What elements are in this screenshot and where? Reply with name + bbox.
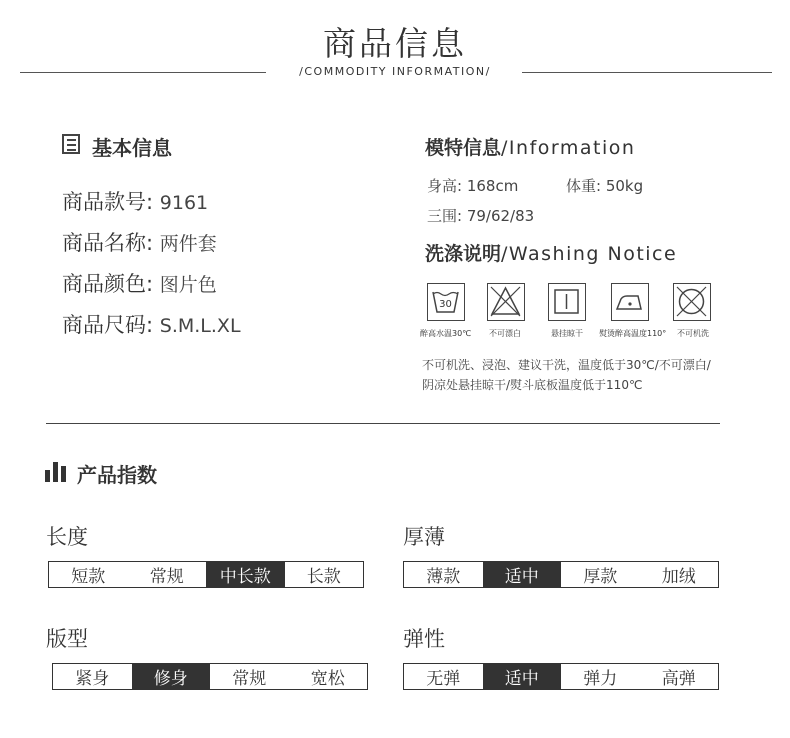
basic-info-heading: 基本信息 [92, 136, 172, 160]
product-index-heading: 产品指数 [77, 463, 157, 487]
attr-label-elasticity: 弹性 [403, 627, 445, 651]
no-machine-wash-icon [673, 283, 711, 321]
hang-dry-icon [548, 283, 586, 321]
info-row-size: 商品尺码: S.M.L.XL [62, 313, 241, 337]
scale-option-selected: 中长款 [206, 562, 285, 587]
scale-option-selected: 适中 [483, 562, 562, 587]
scale-option: 厚款 [583, 567, 618, 587]
scale-option: 短款 [71, 567, 106, 587]
scale-option: 薄款 [426, 567, 461, 587]
fit-scale [52, 663, 368, 690]
scale-option: 常规 [149, 567, 184, 587]
wash-label-hang-dry: 悬挂晾干 [551, 329, 583, 338]
divider-right [522, 72, 772, 73]
scale-option-selected: 适中 [483, 664, 562, 689]
wash-30-icon [427, 283, 465, 321]
model-weight: 体重: 50kg [566, 177, 644, 195]
info-row-color: 商品颜色: 图片色 [62, 272, 217, 296]
model-height: 身高: 168cm [427, 177, 519, 195]
length-scale [48, 561, 364, 588]
thickness-scale [403, 561, 719, 588]
info-label: 商品颜色 [62, 272, 146, 296]
elasticity-scale [403, 663, 719, 690]
wash-temp-number: 30 [439, 299, 452, 310]
attr-label-fit: 版型 [46, 627, 88, 651]
info-row-name: 商品名称: 两件套 [62, 231, 217, 255]
page-title: 商品信息 [323, 24, 467, 63]
scale-option: 高弹 [661, 669, 696, 689]
scale-option: 长款 [306, 567, 341, 587]
wash-label-30: 醉高水温30℃ [420, 329, 472, 338]
scale-option: 宽松 [310, 669, 345, 689]
page-subtitle: /COMMODITY INFORMATION/ [299, 65, 491, 78]
attr-label-length: 长度 [46, 525, 88, 549]
info-value: 9161 [159, 192, 209, 214]
model-measurements: 三围: 79/62/83 [427, 207, 535, 225]
wash-label-iron: 熨烫醉高温度110° [599, 329, 667, 338]
section-divider [46, 423, 720, 424]
scale-option-selected: 修身 [132, 664, 211, 689]
washing-heading: 洗涤说明/Washing Notice [425, 243, 678, 265]
scale-option: 紧身 [75, 669, 110, 689]
attr-label-thickness: 厚薄 [403, 525, 445, 549]
no-bleach-icon [487, 283, 525, 321]
wash-note-line1: 不可机洗、浸泡、建议干洗，温度低于30℃/不可漂白/ [422, 358, 711, 372]
iron-110-icon [611, 283, 649, 321]
wash-label-no-bleach: 不可漂白 [489, 329, 521, 338]
scale-option: 加绒 [661, 567, 696, 587]
scale-option: 常规 [232, 669, 267, 689]
info-label: 商品款号 [62, 190, 146, 214]
info-value: S.M.L.XL [159, 315, 241, 337]
scale-option: 无弹 [426, 669, 461, 689]
info-value: 图片色 [159, 274, 217, 296]
info-label: 商品名称 [62, 231, 146, 255]
document-icon [62, 134, 80, 154]
info-value: 两件套 [159, 233, 217, 255]
bar-chart-icon [45, 462, 67, 482]
info-row-style-no: 商品款号: 9161 [62, 190, 209, 214]
info-label: 商品尺码 [62, 313, 146, 337]
scale-option: 弹力 [583, 669, 618, 689]
wash-label-no-machine: 不可机洗 [677, 329, 709, 338]
model-info-heading: 模特信息/Information [425, 137, 636, 159]
wash-note-line2: 阴凉处悬挂晾干/熨斗底板温度低于110℃ [422, 378, 643, 392]
